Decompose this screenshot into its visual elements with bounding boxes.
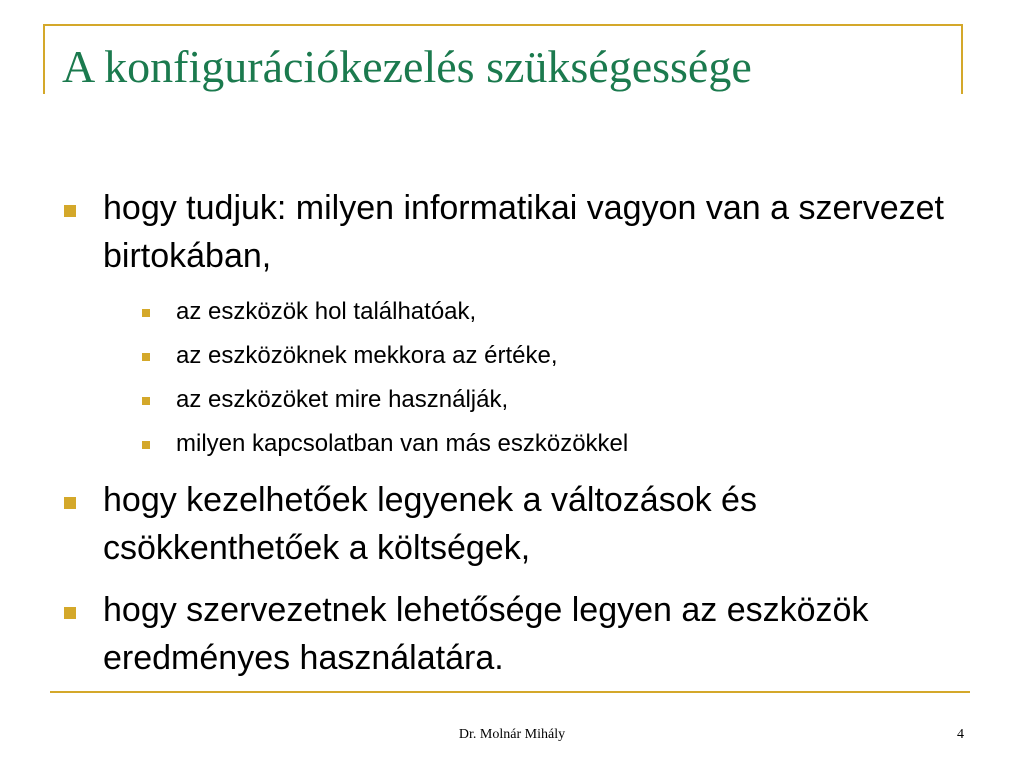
sub-bullet-text: milyen kapcsolatban van más eszközökkel xyxy=(176,430,629,457)
sub-bullet-item xyxy=(62,426,982,462)
sub-bullet-square-icon xyxy=(142,441,150,449)
sub-bullet-item xyxy=(62,338,982,374)
bullet-text: hogy kezelhetőek legyenek a változások és csökkenthetőek a költségek, xyxy=(103,481,757,567)
bullet-text: hogy tudjuk: milyen informatikai vagyon van a szervezet birtokában, xyxy=(103,189,944,275)
bullet-text: hogy szervezetnek lehetősége legyen az eszközök eredményes használatára. xyxy=(103,591,869,677)
footer-author: Dr. Molnár Mihály xyxy=(458,727,566,742)
bullet-item xyxy=(62,476,982,572)
page-number: 4 xyxy=(957,727,964,742)
bullet-item xyxy=(62,184,982,280)
bullet-square-icon xyxy=(64,607,76,619)
frame-top-line xyxy=(43,24,963,26)
sub-bullet-list xyxy=(62,294,982,462)
sub-bullet-square-icon xyxy=(142,397,150,405)
sub-bullet-text: az eszközöknek mekkora az értéke, xyxy=(176,342,558,369)
footer-divider xyxy=(50,691,970,693)
sub-bullet-item xyxy=(62,294,982,330)
frame-right-line xyxy=(961,24,963,94)
sub-bullet-text: az eszközök hol találhatóak, xyxy=(176,298,477,325)
sub-bullet-square-icon xyxy=(142,309,150,317)
bullet-square-icon xyxy=(64,497,76,509)
bullet-item xyxy=(62,586,982,682)
sub-bullet-item xyxy=(62,382,982,418)
sub-bullet-text: az eszközöket mire használják, xyxy=(176,386,509,413)
bullet-square-icon xyxy=(64,205,76,217)
frame-left-line xyxy=(43,24,45,94)
slide-title: A konfigurációkezelés szükségessége xyxy=(62,41,752,92)
sub-bullet-square-icon xyxy=(142,353,150,361)
slide-content xyxy=(62,184,982,696)
